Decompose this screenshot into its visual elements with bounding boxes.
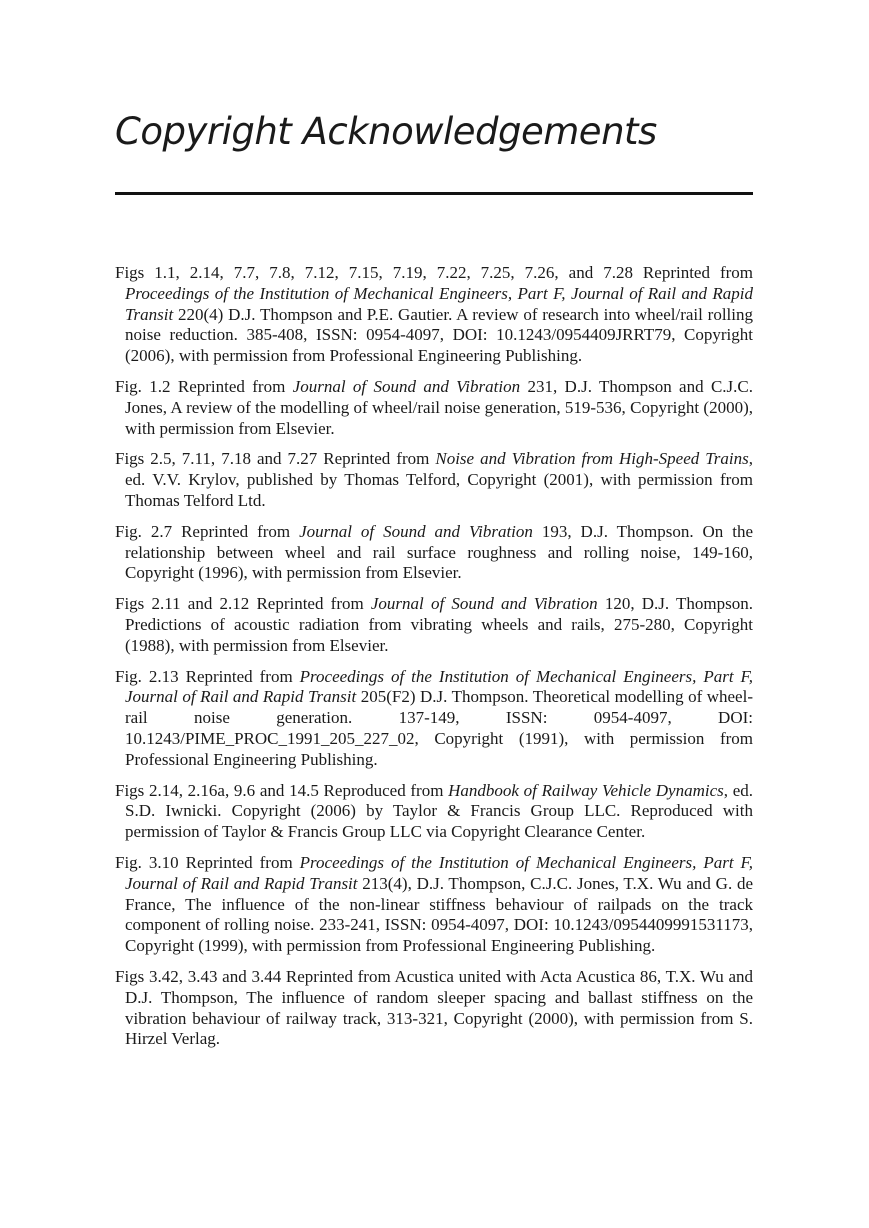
acknowledgement-entry (115, 967, 753, 1050)
title-rule (115, 192, 753, 195)
entry-rest: 205(F2) D.J. Thompson. Theoretical modelling of wheel-rail noise generation. 137-149, ISSN: 0954-4097, DOI: 10.1243/PIME_PROC_1991_205_227_02, Copyright (1991), with permission from Professional Engineering Publishing. (125, 687, 753, 769)
entry-source: Proceedings of the Institution of Mechanical Engineers, Part F, Journal of Rail and Rapid Transit (125, 283, 753, 324)
entry-lead: Fig. 2.13 Reprinted from (115, 666, 300, 686)
entry-lead: Figs 1.1, 2.14, 7.7, 7.8, 7.12, 7.15, 7.19, 7.22, 7.25, 7.26, and 7.28 Reprinted from (115, 263, 753, 282)
entry-lead: Figs 3.42, 3.43 and 3.44 Reprinted from Acustica united with Acta Acustica 86, T.X. Wu and D.J. Thompson, The influence of random sleeper spacing and ballast stiffness on the vibration behaviour of railway track, 313-321, Copyright (2000), with permission from S. Hirzel Verlag. (115, 966, 753, 1049)
entry-rest: , ed. V.V. Krylov, published by Thomas Telford, Copyright (2001), with permission from Thomas Telford Ltd. (125, 449, 753, 510)
acknowledgement-list (115, 263, 753, 1060)
entry-source: Proceedings of the Institution of Mechanical Engineers, Part F, Journal of Rail and Rapid Transit (125, 852, 753, 893)
entry-rest: 213(4), D.J. Thompson, C.J.C. Jones, T.X. Wu and G. de France, The influence of the non-linear stiffness behaviour of railpads on the track component of rolling noise. 233-241, ISSN: 0954-4097, DOI: 10.1243/0954409991531173, Copyright (1999), with permission from Professional Engineering Publishing. (125, 873, 754, 956)
entry-lead: Fig. 1.2 Reprinted from (115, 376, 293, 396)
entry-rest: 231, D.J. Thompson and C.J.C. Jones, A review of the modelling of wheel/rail noise generation, 519-536, Copyright (2000), with permission from Elsevier. (125, 376, 753, 438)
page-title: Copyright Acknowledgements (115, 110, 657, 153)
entry-rest: 193, D.J. Thompson. On the relationship between wheel and rail surface roughness and rolling noise, 149-160, Copyright (1996), with permission from Elsevier. (125, 521, 754, 583)
acknowledgement-entry (115, 377, 753, 439)
entry-source: Proceedings of the Institution of Mechanical Engineers, Part F, Journal of Rail and Rapid Transit (125, 666, 753, 707)
entry-lead: Figs 2.11 and 2.12 Reprinted from (115, 594, 371, 614)
acknowledgement-entry (115, 522, 753, 584)
acknowledgement-entry (115, 781, 753, 843)
entry-source: Journal of Sound and Vibration (299, 521, 533, 541)
acknowledgement-entry (115, 594, 753, 656)
entry-source: Journal of Sound and Vibration (292, 376, 521, 396)
entry-rest: 120, D.J. Thompson. Predictions of acoustic radiation from vibrating wheels and rails, 275-280, Copyright (1988), with permission from Elsevier. (125, 594, 753, 655)
acknowledgement-entry (115, 853, 753, 957)
entry-lead: Figs 2.5, 7.11, 7.18 and 7.27 Reprinted from (115, 449, 436, 469)
entry-lead: Figs 2.14, 2.16a, 9.6 and 14.5 Reproduced from (115, 780, 449, 800)
entry-rest: , ed. S.D. Iwnicki. Copyright (2006) by Taylor & Francis Group LLC. Reproduced with permission of Taylor & Francis Group LLC via Copyright Clearance Center. (125, 780, 754, 842)
acknowledgement-entry (115, 449, 753, 511)
entry-lead: Fig. 3.10 Reprinted from (115, 852, 300, 872)
entry-rest: 220(4) D.J. Thompson and P.E. Gautier. A review of research into wheel/rail rolling noise reduction. 385-408, ISSN: 0954-4097, DOI: 10.1243/0954409JRRT79, Copyright (2006), with permission from Professional Engineering Publishing. (125, 304, 753, 366)
entry-source: Journal of Sound and Vibration (370, 594, 598, 614)
entry-source: Handbook of Railway Vehicle Dynamics (448, 780, 724, 800)
entry-lead: Fig. 2.7 Reprinted from (115, 521, 300, 541)
entry-source: Noise and Vibration from High-Speed Trains (435, 449, 749, 469)
acknowledgement-entry (115, 263, 753, 367)
acknowledgement-entry (115, 667, 753, 771)
